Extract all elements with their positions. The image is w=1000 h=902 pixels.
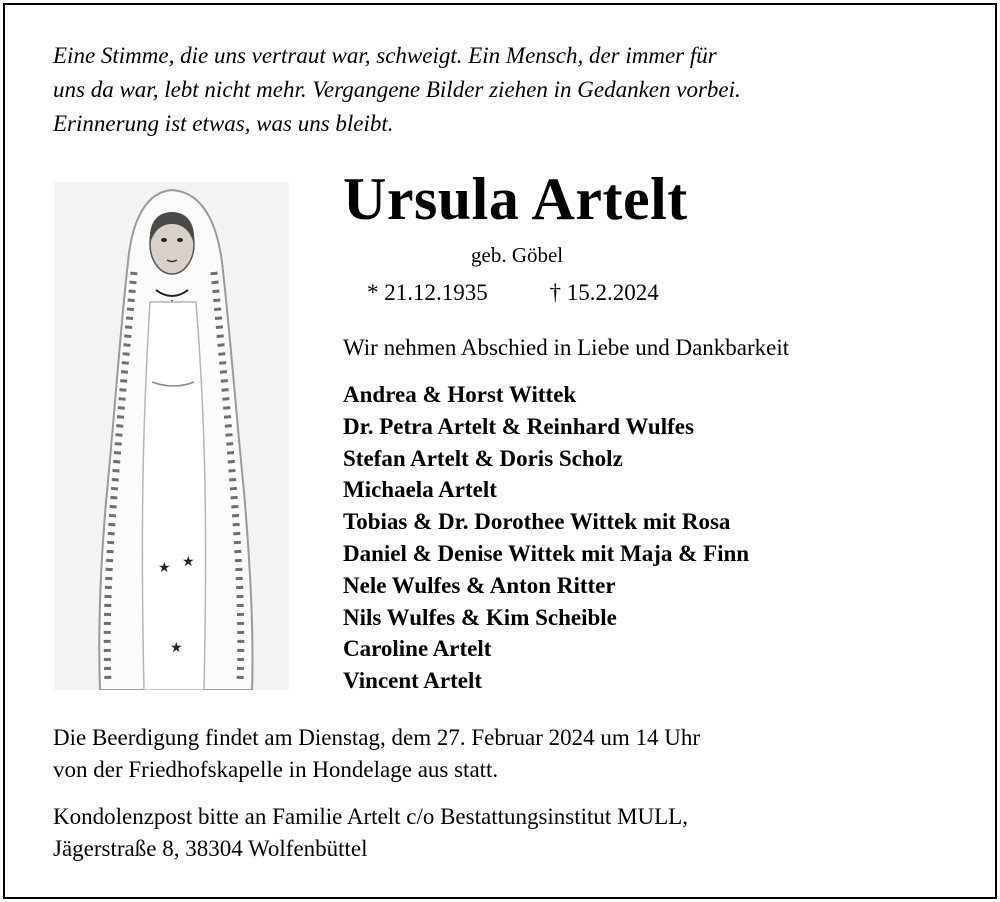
farewell-line: Wir nehmen Abschied in Liebe und Dankbarkeit bbox=[343, 335, 790, 360]
mourner-entry: Tobias & Dr. Dorothee Wittek mit Rosa bbox=[343, 509, 731, 535]
mourners-list bbox=[343, 379, 749, 697]
mourner-entry: Dr. Petra Artelt & Reinhard Wulfes bbox=[343, 413, 694, 439]
svg-text:★: ★ bbox=[182, 554, 195, 570]
maiden-name: geb. Göbel bbox=[471, 243, 564, 267]
funeral-info bbox=[53, 722, 700, 786]
poem-line: uns da war, lebt nicht mehr. Vergangene Bilder ziehen in Gedanken vorbei. bbox=[53, 77, 741, 102]
poem-line: Erinnerung ist etwas, was uns bleibt. bbox=[53, 111, 394, 136]
condolence-address bbox=[53, 801, 688, 865]
life-dates bbox=[367, 280, 659, 306]
svg-text:★: ★ bbox=[170, 640, 183, 656]
mourner-entry: Daniel & Denise Wittek mit Maja & Finn bbox=[343, 540, 750, 566]
mourner-entry: Michaela Artelt bbox=[343, 477, 497, 503]
condolence-line: Kondolenzpost bitte an Familie Artelt c/o Bestattungsinstitut MULL, bbox=[53, 804, 688, 829]
mourner-entry: Nils Wulfes & Kim Scheible bbox=[343, 604, 617, 630]
poem bbox=[53, 39, 953, 141]
svg-text:★: ★ bbox=[158, 560, 171, 576]
obituary-notice bbox=[3, 3, 997, 899]
mourner-entry: Nele Wulfes & Anton Ritter bbox=[343, 572, 616, 598]
mourner-entry: Vincent Artelt bbox=[343, 668, 483, 694]
madonna-statue-photo bbox=[54, 182, 289, 690]
deceased-name: Ursula Artelt bbox=[343, 166, 688, 232]
birth-date: * 21.12.1935 bbox=[367, 280, 488, 305]
mourner-entry: Caroline Artelt bbox=[343, 636, 492, 662]
condolence-line: Jägerstraße 8, 38304 Wolfenbüttel bbox=[53, 836, 368, 861]
funeral-line: von der Friedhofskapelle in Hondelage aus statt. bbox=[53, 757, 499, 782]
mourner-entry: Stefan Artelt & Doris Scholz bbox=[343, 445, 623, 471]
mourner-entry: Andrea & Horst Wittek bbox=[343, 382, 577, 407]
poem-line: Eine Stimme, die uns vertraut war, schweigt. Ein Mensch, der immer für bbox=[53, 43, 717, 68]
funeral-line: Die Beerdigung findet am Dienstag, dem 27. Februar 2024 um 14 Uhr bbox=[53, 725, 701, 750]
death-date: † 15.2.2024 bbox=[549, 280, 659, 305]
